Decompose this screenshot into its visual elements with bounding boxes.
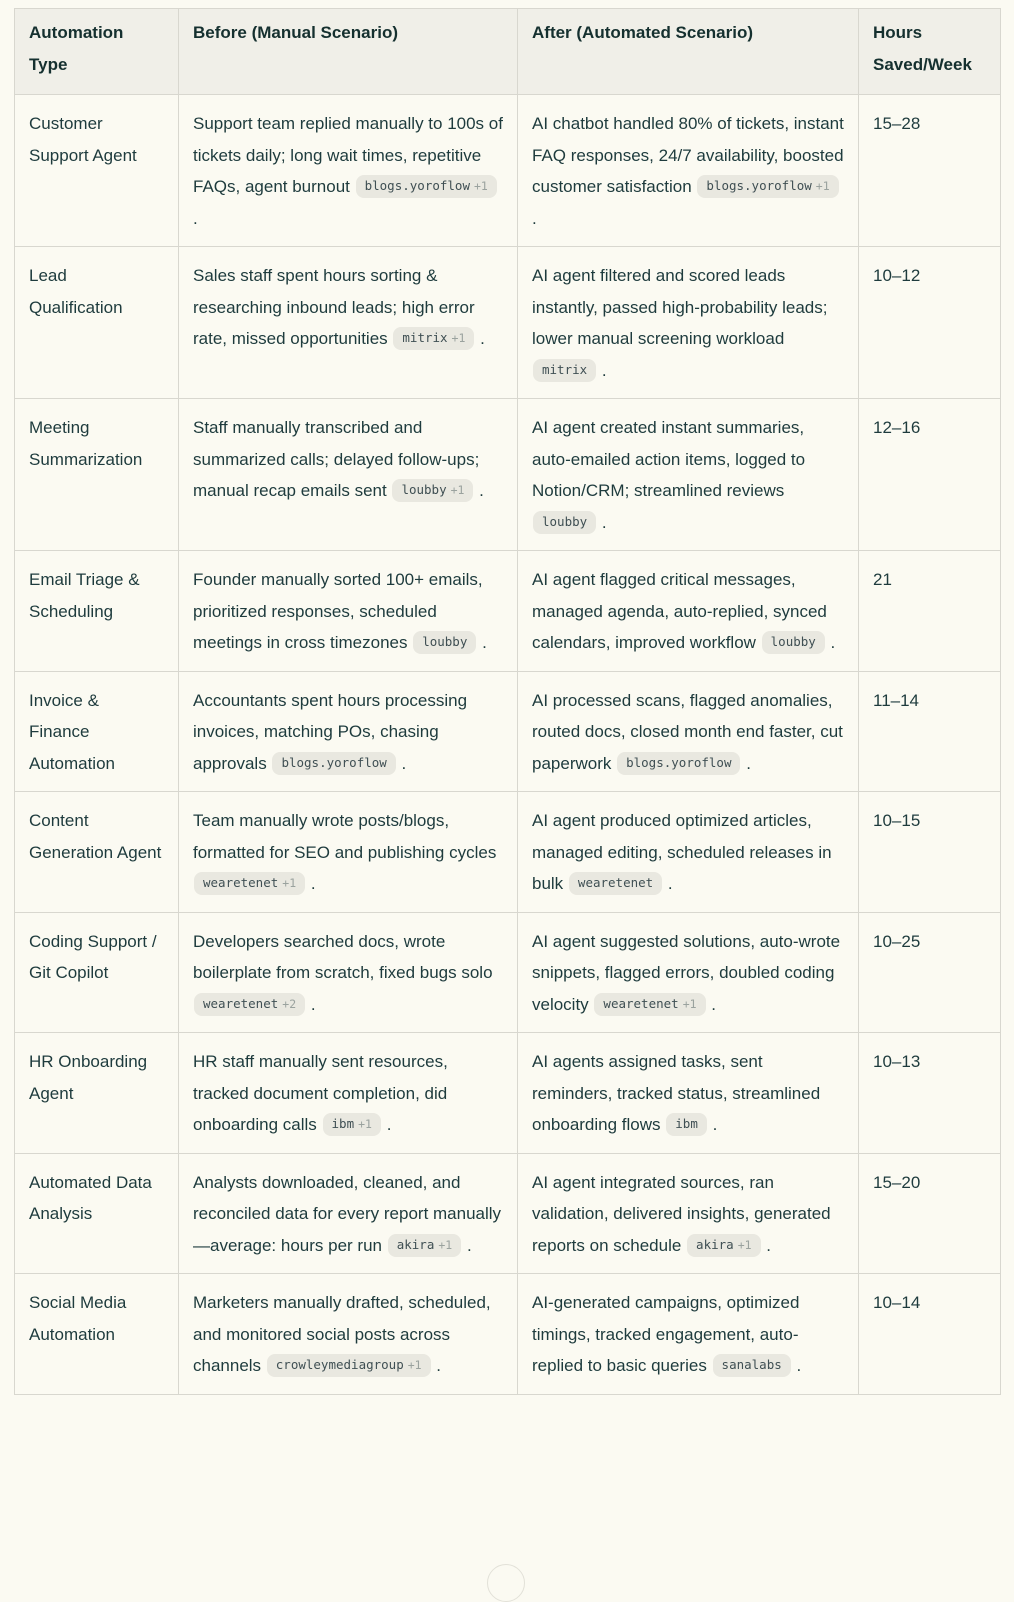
cell-hours-saved: 10–14 bbox=[859, 1274, 1001, 1395]
cell-before-scenario: Sales staff spent hours sorting & researching inbound leads; high error rate, missed opportunities mitrix +1 . bbox=[179, 247, 518, 399]
column-header-automation-type: Automation Type bbox=[15, 9, 179, 95]
cell-hours-saved: 10–25 bbox=[859, 912, 1001, 1033]
citation-chip[interactable] bbox=[356, 175, 497, 198]
automation-comparison-table bbox=[14, 8, 1000, 1395]
citation-extra-count: +1 bbox=[438, 1237, 453, 1252]
cell-before-scenario: Accountants spent hours processing invoices, matching POs, chasing approvals blogs.yoroflow . bbox=[179, 671, 518, 792]
cell-before-scenario: Team manually wrote posts/blogs, formatted for SEO and publishing cycles wearetenet +1 . bbox=[179, 792, 518, 913]
citation-chip[interactable] bbox=[323, 1113, 381, 1136]
citation-source-label: wearetenet bbox=[203, 875, 279, 890]
citation-extra-count: +1 bbox=[451, 331, 466, 345]
table-row bbox=[15, 95, 1001, 247]
citation-source-label: loubby bbox=[422, 634, 468, 649]
citation-extra-count: +1 bbox=[450, 483, 465, 497]
cell-before-scenario: Founder manually sorted 100+ emails, prioritized responses, scheduled meetings in cross timezones loubby . bbox=[179, 551, 518, 672]
column-header-hours-saved: Hours Saved/Week bbox=[859, 9, 1001, 95]
column-header-after: After (Automated Scenario) bbox=[518, 9, 859, 95]
cell-after-scenario: AI agent suggested solutions, auto-wrote snippets, flagged errors, doubled coding velocity wearetenet +1 . bbox=[518, 912, 859, 1033]
table-row bbox=[15, 792, 1001, 913]
cell-hours-saved: 15–20 bbox=[859, 1153, 1001, 1274]
cell-after-scenario: AI agent integrated sources, ran validation, delivered insights, generated reports on schedule akira +1 . bbox=[518, 1153, 859, 1274]
cell-automation-type: Coding Support / Git Copilot bbox=[15, 912, 179, 1033]
header-row bbox=[15, 9, 1001, 95]
cell-after-scenario: AI agents assigned tasks, sent reminders, tracked status, streamlined onboarding flows ibm . bbox=[518, 1033, 859, 1154]
citation-chip[interactable] bbox=[392, 479, 473, 502]
citation-chip[interactable] bbox=[413, 631, 476, 654]
cell-hours-saved: 12–16 bbox=[859, 399, 1001, 551]
cell-automation-type: HR Onboarding Agent bbox=[15, 1033, 179, 1154]
cell-after-scenario: AI agent created instant summaries, auto-emailed action items, logged to Notion/CRM; streamlined reviews loubby . bbox=[518, 399, 859, 551]
scroll-down-icon[interactable] bbox=[487, 1564, 525, 1602]
citation-source-label: loubby bbox=[770, 634, 816, 649]
table-row bbox=[15, 1153, 1001, 1274]
table-row bbox=[15, 1274, 1001, 1395]
citation-chip[interactable] bbox=[194, 993, 305, 1016]
citation-source-label: ibm bbox=[331, 1116, 355, 1131]
citation-extra-count: +2 bbox=[282, 996, 297, 1011]
cell-automation-type: Customer Support Agent bbox=[15, 95, 179, 247]
table-row bbox=[15, 671, 1001, 792]
cell-automation-type: Social Media Automation bbox=[15, 1274, 179, 1395]
cell-before-scenario: Marketers manually drafted, scheduled, and monitored social posts across channels crowleymediagroup +1 . bbox=[179, 1274, 518, 1395]
citation-chip[interactable] bbox=[713, 1354, 791, 1377]
citation-source-label: loubby bbox=[542, 513, 588, 529]
cell-hours-saved: 10–13 bbox=[859, 1033, 1001, 1154]
cell-before-scenario: Support team replied manually to 100s of tickets daily; long wait times, repetitive FAQs, agent burnout blogs.yoroflow +1 . bbox=[179, 95, 518, 247]
citation-chip[interactable] bbox=[194, 872, 305, 895]
citation-chip[interactable] bbox=[267, 1354, 431, 1377]
citation-extra-count: +1 bbox=[282, 876, 297, 890]
cell-before-scenario: HR staff manually sent resources, tracked document completion, did onboarding calls ibm +1 . bbox=[179, 1033, 518, 1154]
citation-source-label: blogs.yoroflow bbox=[281, 754, 387, 770]
citation-chip[interactable] bbox=[617, 752, 740, 775]
cell-hours-saved: 10–15 bbox=[859, 792, 1001, 913]
cell-after-scenario: AI processed scans, flagged anomalies, routed docs, closed month end faster, cut paperwork blogs.yoroflow . bbox=[518, 671, 859, 792]
citation-chip[interactable] bbox=[594, 993, 705, 1016]
citation-chip[interactable] bbox=[272, 752, 395, 775]
citation-source-label: mitrix bbox=[402, 330, 448, 345]
citation-source-label: wearetenet bbox=[577, 875, 654, 890]
cell-hours-saved: 11–14 bbox=[859, 671, 1001, 792]
citation-chip[interactable] bbox=[687, 1234, 761, 1257]
table-row bbox=[15, 551, 1001, 672]
citation-source-label: crowleymediagroup bbox=[275, 1357, 404, 1372]
citation-chip[interactable] bbox=[697, 175, 838, 198]
citation-extra-count: +1 bbox=[815, 179, 830, 193]
cell-before-scenario: Developers searched docs, wrote boilerplate from scratch, fixed bugs solo wearetenet +2 . bbox=[179, 912, 518, 1033]
table-row bbox=[15, 399, 1001, 551]
cell-after-scenario: AI agent flagged critical messages, managed agenda, auto-replied, synced calendars, improved workflow loubby . bbox=[518, 551, 859, 672]
table-row bbox=[15, 912, 1001, 1033]
table-header bbox=[15, 9, 1001, 95]
cell-before-scenario: Analysts downloaded, cleaned, and reconciled data for every report manually—average: hours per run akira +1 . bbox=[179, 1153, 518, 1274]
citation-source-label: blogs.yoroflow bbox=[364, 178, 470, 193]
cell-after-scenario: AI agent produced optimized articles, managed editing, scheduled releases in bulk wearetenet . bbox=[518, 792, 859, 913]
cell-after-scenario: AI chatbot handled 80% of tickets, instant FAQ responses, 24/7 availability, boosted customer satisfaction blogs.yoroflow +1 . bbox=[518, 95, 859, 247]
citation-chip[interactable] bbox=[533, 359, 596, 382]
citation-chip[interactable] bbox=[533, 511, 596, 534]
table-body bbox=[15, 95, 1001, 1395]
citation-source-label: wearetenet bbox=[603, 995, 679, 1011]
citation-source-label: sanalabs bbox=[721, 1357, 782, 1372]
cell-before-scenario: Staff manually transcribed and summarized calls; delayed follow-ups; manual recap emails sent loubby +1 . bbox=[179, 399, 518, 551]
column-header-before: Before (Manual Scenario) bbox=[179, 9, 518, 95]
citation-source-label: akira bbox=[396, 1236, 435, 1252]
cell-automation-type: Lead Qualification bbox=[15, 247, 179, 399]
cell-automation-type: Content Generation Agent bbox=[15, 792, 179, 913]
cell-automation-type: Invoice & Finance Automation bbox=[15, 671, 179, 792]
citation-extra-count: +1 bbox=[682, 996, 697, 1011]
citation-source-label: wearetenet bbox=[203, 995, 279, 1011]
citation-extra-count: +1 bbox=[473, 179, 488, 193]
citation-extra-count: +1 bbox=[737, 1237, 752, 1252]
data-table bbox=[14, 8, 1001, 1395]
citation-chip[interactable] bbox=[762, 631, 825, 654]
cell-after-scenario: AI-generated campaigns, optimized timings, tracked engagement, auto-replied to basic queries sanalabs . bbox=[518, 1274, 859, 1395]
cell-automation-type: Automated Data Analysis bbox=[15, 1153, 179, 1274]
table-row bbox=[15, 1033, 1001, 1154]
citation-chip[interactable] bbox=[569, 872, 662, 895]
citation-chip[interactable] bbox=[666, 1113, 707, 1136]
citation-chip[interactable] bbox=[388, 1234, 462, 1257]
citation-source-label: loubby bbox=[401, 482, 447, 497]
citation-extra-count: +1 bbox=[358, 1117, 372, 1131]
citation-source-label: mitrix bbox=[542, 361, 588, 377]
cell-hours-saved: 21 bbox=[859, 551, 1001, 672]
cell-hours-saved: 10–12 bbox=[859, 247, 1001, 399]
citation-chip[interactable] bbox=[393, 327, 474, 350]
citation-source-label: ibm bbox=[675, 1116, 698, 1131]
cell-automation-type: Meeting Summarization bbox=[15, 399, 179, 551]
citation-source-label: akira bbox=[696, 1236, 734, 1252]
citation-source-label: blogs.yoroflow bbox=[706, 178, 812, 193]
cell-after-scenario: AI agent filtered and scored leads instantly, passed high-probability leads; lower manual screening workload mitrix . bbox=[518, 247, 859, 399]
cell-hours-saved: 15–28 bbox=[859, 95, 1001, 247]
cell-automation-type: Email Triage & Scheduling bbox=[15, 551, 179, 672]
citation-source-label: blogs.yoroflow bbox=[626, 754, 732, 770]
citation-extra-count: +1 bbox=[407, 1358, 422, 1372]
table-row bbox=[15, 247, 1001, 399]
